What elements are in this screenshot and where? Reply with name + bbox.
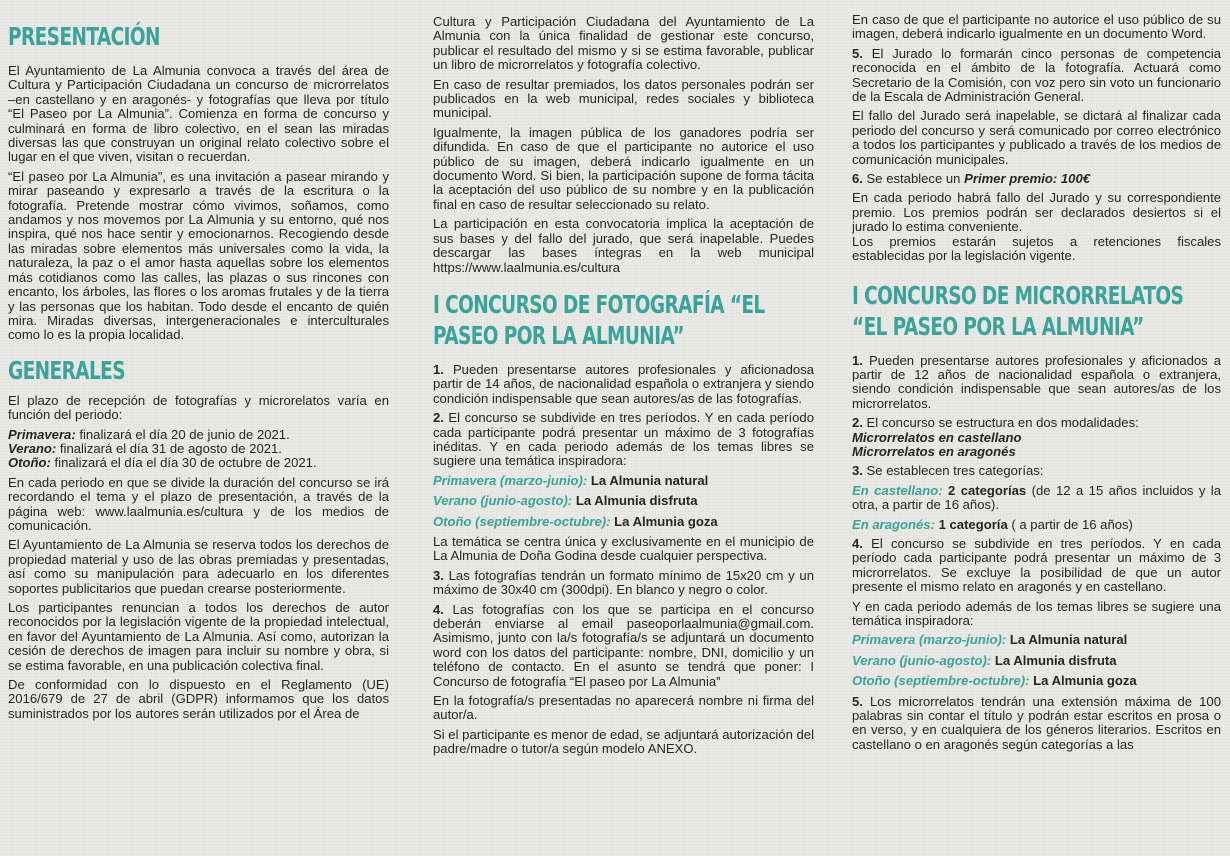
modality-item: Microrrelatos en aragonés (852, 443, 1016, 459)
rule-item: 2. El concurso se estructura en dos modalidades: (852, 415, 1139, 431)
theme-item: Verano (junio-agosto): La Almunia disfruta (433, 493, 698, 509)
paragraph: Y en cada periodo además de los temas libres se sugiere una temática inspiradora: (852, 598, 1221, 628)
theme-item: Primavera (marzo-junio): La Almunia natural (433, 472, 709, 488)
rule-item: 5. Los microrrelatos tendrán una extensión máxima de 100 palabras sin contar el título y podrán estar escritos en prosa o en verso, y en cualquiera de los géneros literarios. Escritos en castellano o en aragonés según categorías a las (852, 693, 1221, 752)
rule-item: 3. Se establecen tres categorías: (852, 463, 1044, 479)
paragraph: La temática se centra única y exclusivamente en el municipio de La Almunia de Doña Godina desde cualquier perspectiva. (433, 533, 814, 564)
paragraph: En la fotografía/s presentadas no aparecerá nombre ni firma del autor/a. (433, 693, 814, 723)
heading-line: I CONCURSO DE FOTOGRAFÍA “EL (433, 289, 765, 319)
rule-item: 2. El concurso se subdivide en tres períodos. Y en cada período cada participante podrá presentar un máximo de 3 fotografías inéditas. Y en cada periodo además de los temas libres se sugiere una temática inspiradora: (433, 410, 814, 469)
paragraph: El Ayuntamiento de La Almunia se reserva todos los derechos de propiedad material y uso de las obras premiadas y presentadas, así como su manipulación para adecuarlo en los diferentes soportes publicitarios que puedan crearse posteriormente. (8, 537, 389, 596)
heading-line: PASEO POR LA ALMUNIA” (433, 320, 685, 350)
rule-item: 4. Las fotografías con los que se participa en el concurso deberán enviarse al email paseoporlaalmunia@gmail.com. Asimismo, junto con la/s fotografía/s se adjuntará un documento word con los datos del participante: nombre, DNI, domicilio y un teléfono de contacto. En el asunto se tendrá que poner: I Concurso de fotografía “El paseo por La Almunia” (433, 601, 814, 689)
heading-generales: GENERALES (8, 355, 125, 385)
paragraph: En caso de resultar premiados, los datos personales podrán ser publicados en la web municipal, redes sociales y biblioteca municipal. (433, 76, 814, 121)
paragraph: El fallo del Jurado será inapelable, se dictará al finalizar cada periodo del concurso y será comunicado por correo electrónico a todos los participantes y publicado a través de los medios de comunicación municipales. (852, 108, 1221, 167)
heading-line: I CONCURSO DE MICRORRELATOS (852, 280, 1184, 310)
rule-item: 1. Pueden presentarse autores profesionales y aficionadosa partir de 14 años, de nacionalidad española o extranjera y siendo condición indispensable que sean autores/as de las fotografías. (433, 361, 814, 406)
paragraph: Cultura y Participación Ciudadana del Ayuntamiento de La Almunia con la única finalidad de gestionar este concurso, publicar el resultado del mismo y si se estima favorable, publicar un libro de microrrelatos y fotografía colectivo. (433, 14, 814, 73)
paragraph: La participación en esta convocatoria implica la aceptación de sus bases y del fallo del jurado, que será inapelable. Puedes descargar las bases íntegras en la web municipal https://www.laalmunia.es/cultura (433, 216, 814, 275)
rule-item: 1. Pueden presentarse autores profesionales y aficionados a partir de 12 años de nacionalidad española o extranjera, siendo condición indispensable que sean autores/as de los microrrelatos. (852, 352, 1221, 411)
paragraph: En cada periodo habrá fallo del Jurado y su correspondiente premio. Los premios podrán ser declarados desiertos si el jurado lo estima conveniente. (852, 190, 1221, 235)
column-middle (433, 0, 814, 856)
category-item: En aragonés: 1 categoría ( a partir de 16 años) (852, 516, 1133, 532)
column-right (852, 0, 1221, 856)
heading-concurso-microrrelatos (852, 280, 1221, 342)
rule-item: 5. El Jurado lo formarán cinco personas de competencia reconocida en el ámbito de la fotografía. Actuará como Secretario de la Comisión, con voz pero sin voto un funcionario de la Escala de Administración General. (852, 45, 1221, 105)
paragraph: Si el participante es menor de edad, se adjuntará autorización del padre/madre o tutor/a según modelo ANEXO. (433, 726, 814, 757)
paragraph: En caso de que el participante no autorice el uso público de su imagen, deberá indicarlo igualmente en un documento Word. (852, 12, 1221, 42)
paragraph: El plazo de recepción de fotografías y microrelatos varía en función del periodo: (8, 392, 389, 423)
deadline-item: Otoño: finalizará el día el día 30 de octubre de 2021. (8, 455, 317, 471)
theme-item: Primavera (marzo-junio): La Almunia natural (852, 632, 1128, 648)
rule-item: 4. El concurso se subdivide en tres períodos. Y en cada período cada participante podrá presentar un máximo de 3 microrrelatos. Se excluye la posibilidad de que un autor presente el mismo relato en aragonés y en castellano. (852, 535, 1221, 595)
modality-item: Microrrelatos en castellano (852, 429, 1022, 445)
theme-item: Otoño (septiembre-octubre): La Almunia goza (433, 513, 718, 529)
rule-item: 6. Se establece un Primer premio: 100€ (852, 171, 1091, 187)
deadline-item: Verano: finalizará el día 31 de agosto de 2021. (8, 440, 282, 456)
theme-item: Verano (junio-agosto): La Almunia disfruta (852, 652, 1117, 668)
paragraph: El Ayuntamiento de La Almunia convoca a través del área de Cultura y Participación Ciudadana un concurso de microrrelatos –en castellano y en aragonés- y fotografías que lleva por título “El Paseo por La Almunia”. Comienza en forma de concurso y culminará en forma de libro colectivo, en el sean las miradas diversas las que construyan un original relato colectivo sobre el lugar en el que viven, visitan o recuerdan. (8, 63, 389, 165)
deadline-item: Primavera: finalizará el día 20 de junio de 2021. (8, 426, 290, 442)
paragraph: De conformidad con lo dispuesto en el Reglamento (UE) 2016/679 de 27 de abril (GDPR) informamos que los datos suministrados por los autores serán utilizados por el Área de (8, 677, 389, 721)
rule-item: 3. Las fotografías tendrán un formato mínimo de 15x20 cm y un máximo de 30x40 cm (300dpi). En blanco y negro o color. (433, 567, 814, 598)
theme-item: Otoño (septiembre-octubre): La Almunia goza (852, 673, 1137, 689)
modalities (852, 416, 1221, 459)
paragraph: Igualmente, la imagen pública de los ganadores podría ser difundida. En caso de que el participante no autorice el uso público de su imagen, deberá indicarlo igualmente en un documento Word. Si bien, la participación supone de forma tácita la aceptación del uso público de su nombre y en la publicación final en caso de resultar seleccionado su relato. (433, 124, 814, 212)
heading-presentacion: PRESENTACIÓN (8, 22, 160, 51)
paragraph: En cada periodo en que se divide la duración del concurso se irá recordando el tema y el plazo de presentación, a través de la página web: www.laalmunia.es/cultura y de los medios de comunicación. (8, 474, 389, 533)
column-left (8, 0, 389, 856)
paragraph: “El paseo por La Almunia”, es una invitación a pasear mirando y mirar paseando y expresarlo a través de la escritura o la fotografía. Pretende mostrar cómo vivimos, soñamos, como andamos y nos movemos por La Almunia y su entorno, qué nos inspira, qué nos hace sentir y emocionarnos. Recogiendo desde las miradas sobre elementos más universales como la vida, la naturaleza, la paz o el amor hasta aquellas sobre los elementos más cotidianos como las calles, las plazas o sus rincones con encanto, los árboles, las flores o los aromas frutales y de la tierra y las personas que los habitan. Todo desde el encanto de quién mira. Miradas diversas, intergeneracionales e interculturales como lo es la propia localidad. (8, 168, 389, 343)
heading-line: “EL PASEO POR LA ALMUNIA” (852, 311, 1144, 341)
category-item: En castellano: 2 categorías (de 12 a 15 años incluidos y la otra, a partir de 16 años). (852, 482, 1221, 513)
paragraph: Los premios estarán sujetos a retenciones fiscales establecidas por la legislación vigente. (852, 233, 1221, 264)
deadline-list (8, 428, 389, 471)
paragraph: Los participantes renuncian a todos los derechos de autor reconocidos por la legislación vigente de la propiedad intelectual, en favor del Ayuntamiento de La Almunia. Así como, autorizan la cesión de derechos de imagen para incluir su nombre y obra, si se estima favorable, en una publicación colectiva final. (8, 600, 389, 673)
heading-concurso-fotografia (433, 289, 814, 351)
